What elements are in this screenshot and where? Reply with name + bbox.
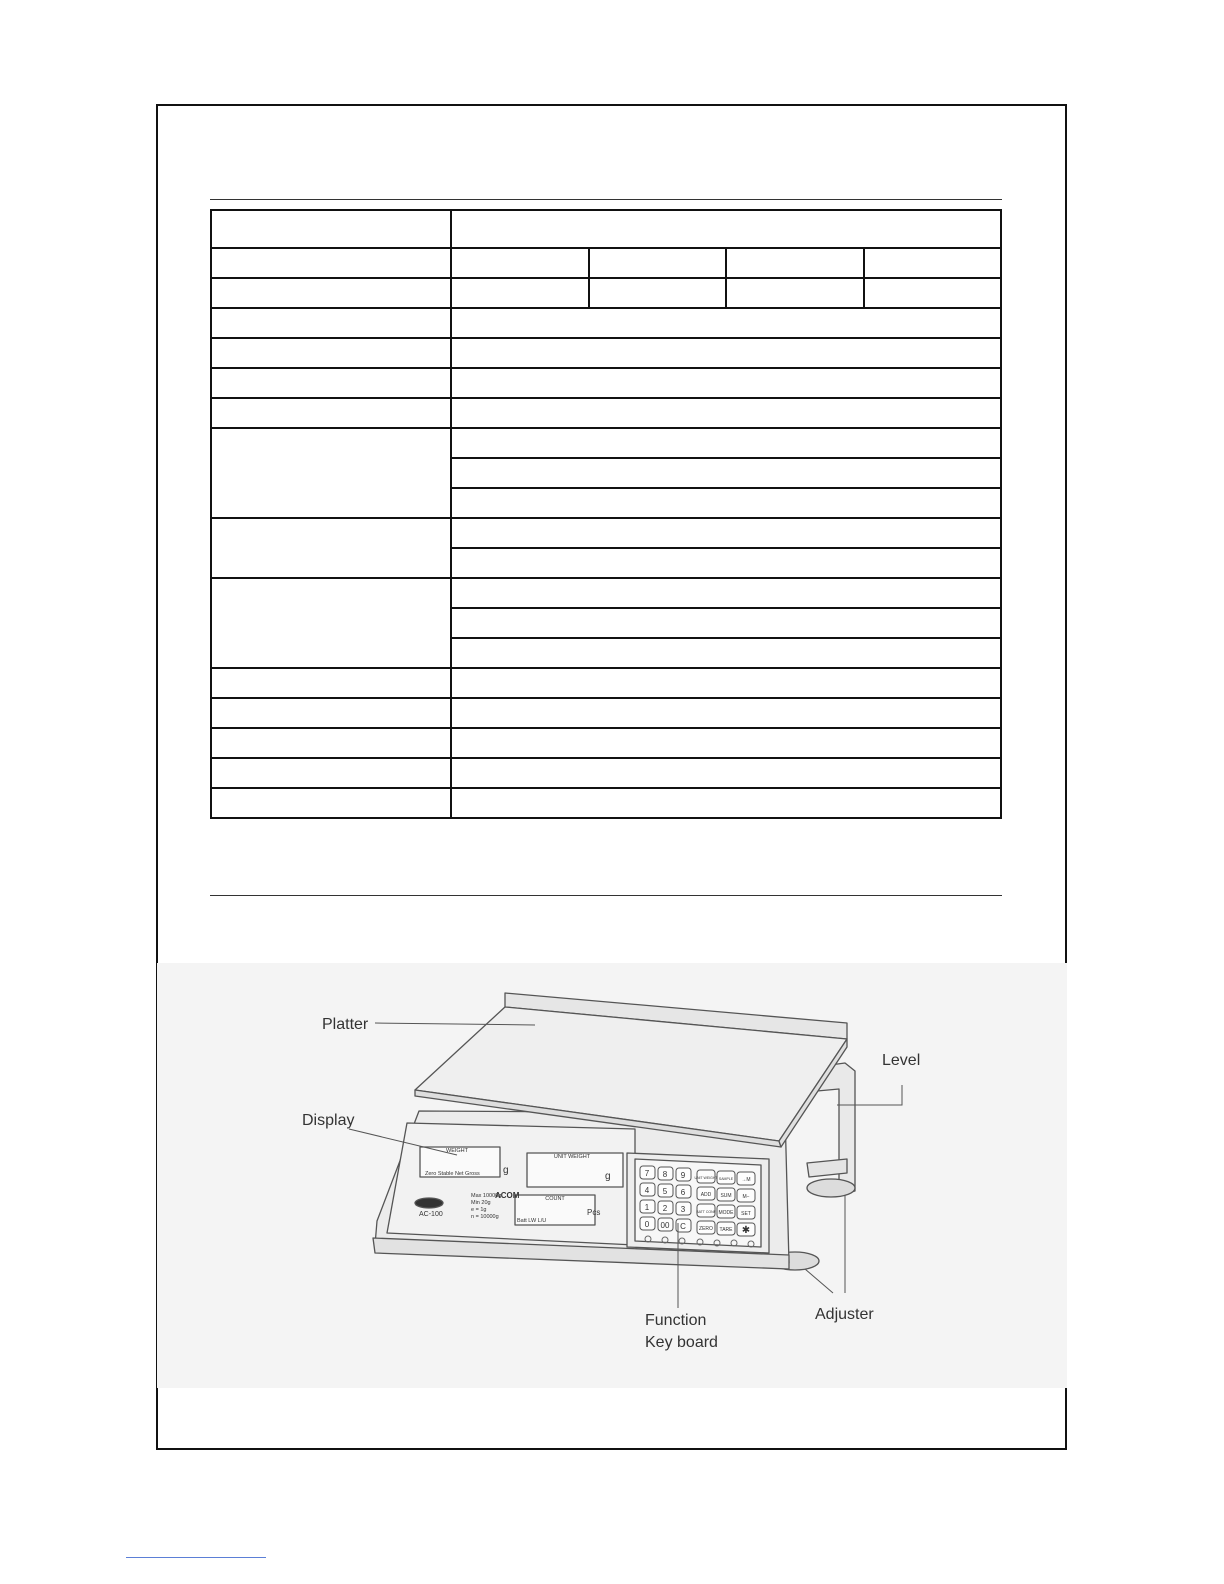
key-5-label: 5 [662,1187,668,1196]
table-row [211,668,1001,698]
key-3-label: 3 [680,1205,686,1214]
table-cell [451,698,1001,728]
table-cell [211,338,451,368]
table-cell [211,518,451,578]
weight-unit: g [503,1165,509,1176]
table-cell [211,428,451,518]
table-row [211,338,1001,368]
section-rule-bottom [210,895,1002,896]
weight-note: Zero Stable Net Gross [425,1171,480,1177]
count-note: Batt LW L/U [517,1218,547,1224]
table-row [211,758,1001,788]
brand-text: ACOM [495,1191,520,1200]
table-row [211,788,1001,818]
table-cell [211,698,451,728]
table-cell [211,368,451,398]
table-cell [211,248,451,278]
table-cell [451,428,1001,458]
key-mode-label: MODE [718,1210,734,1216]
table-cell [451,548,1001,578]
table-cell [451,458,1001,488]
table-cell [211,210,451,248]
model-text: AC-100 [419,1211,443,1218]
footer-link-underline [126,1557,266,1558]
key-8-label: 8 [662,1170,668,1179]
specification-table [210,209,1002,819]
table-row [211,428,1001,458]
table-cell [451,488,1001,518]
adjuster-label: Adjuster [815,1306,874,1323]
key-4-label: 4 [644,1186,650,1195]
table-cell [589,278,727,308]
table-row [211,210,1001,248]
table-row [211,728,1001,758]
brand-logo [415,1198,443,1208]
key-add-label: ADD [700,1192,712,1198]
table-row [211,398,1001,428]
table-cell [211,398,451,428]
adjuster-foot-right [807,1179,855,1197]
key-c-label: C [680,1222,686,1231]
table-row [211,278,1001,308]
spec-n: n = 10000g [471,1214,499,1220]
function-label-line2: Key board [645,1334,718,1351]
table-row [211,308,1001,338]
weight-caption: WEIGHT [446,1148,468,1154]
table-cell [451,788,1001,818]
key-tare-label: TARE [719,1227,733,1233]
key-m-minus-label: M− [742,1194,750,1200]
level-label: Level [882,1052,921,1069]
key-unit-weight-label: UNIT WEIGHT [694,1176,718,1180]
table-cell [451,278,589,308]
key-2-label: 2 [662,1204,668,1213]
spec-max: Max 10000g [471,1193,502,1199]
table-cell [451,668,1001,698]
table-cell [864,248,1002,278]
table-cell [211,668,451,698]
table-cell [451,608,1001,638]
table-row [211,578,1001,608]
key-0-label: 0 [644,1220,650,1229]
display-label: Display [302,1112,355,1129]
key-zero-label: ZERO [699,1226,713,1232]
section-rule-top [210,199,1002,200]
function-label-line1: Function [645,1312,707,1329]
table-cell [726,278,864,308]
table-cell [211,728,451,758]
table-cell [211,758,451,788]
table-cell [451,398,1001,428]
key-batt-conf-label: BATT CONF [696,1210,716,1214]
key-arrow-m-label: →M [741,1177,751,1183]
table-cell [211,278,451,308]
key-sum-label: SUM [720,1193,732,1199]
unit-weight-unit: g [605,1171,611,1182]
count-caption: COUNT [545,1196,565,1202]
table-cell [864,278,1002,308]
table-cell [451,578,1001,608]
count-unit: Pcs [587,1208,601,1217]
table-cell [726,248,864,278]
key-00-label: 00 [660,1221,670,1230]
table-cell [211,308,451,338]
spec-min: Min 20g [471,1200,491,1206]
table-cell [451,248,589,278]
key-7-label: 7 [644,1169,650,1178]
key-sample-label: SAMPLE [718,1177,734,1181]
key-9-label: 9 [680,1171,686,1180]
spec-e: e = 1g [471,1207,487,1213]
table-cell [211,578,451,668]
scale-diagram [157,963,1067,1388]
key-1-label: 1 [644,1203,650,1212]
table-cell [451,728,1001,758]
table-row [211,248,1001,278]
table-cell [451,338,1001,368]
table-cell [451,210,1001,248]
table-cell [451,638,1001,668]
table-row [211,368,1001,398]
table-cell [211,788,451,818]
platter-label: Platter [322,1016,369,1033]
table-cell [589,248,727,278]
key-6-label: 6 [680,1188,686,1197]
table-cell [451,758,1001,788]
table-cell [451,518,1001,548]
table-row [211,698,1001,728]
table-cell [451,308,1001,338]
table-row [211,518,1001,548]
table-cell [451,368,1001,398]
key-star-label: ✱ [741,1225,751,1236]
unit-weight-caption: UNIT WEIGHT [553,1154,591,1160]
key-set-label: SET [741,1211,751,1217]
